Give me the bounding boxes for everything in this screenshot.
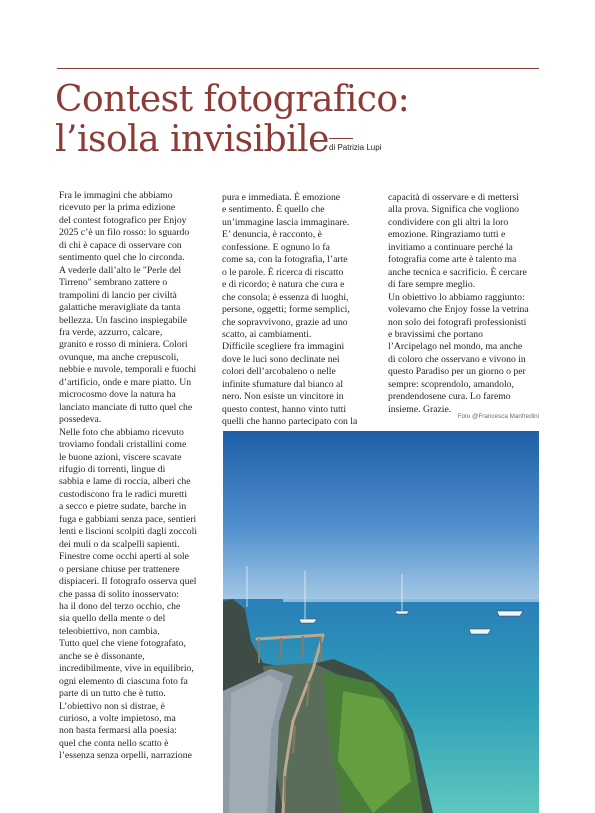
text-line: lanciato manciate di tutto quel che <box>59 401 193 413</box>
text-line: d’artificio, onde e mare piatto. Un <box>59 376 192 388</box>
text-line: di fare sempre meglio. <box>388 279 476 291</box>
text-line: fra verde, azzurro, calcare, <box>59 326 163 338</box>
text-line: ogni elemento di ciascuna foto fa <box>59 675 188 687</box>
text-line: prendendosene cura. Lo faremo <box>388 391 511 403</box>
photo-credit: Foto @Francesca Manfredini <box>457 413 539 420</box>
text-column-3 <box>388 192 540 416</box>
text-line: un’immagine lascia immaginare. <box>222 216 350 228</box>
text-line: rifugio di torrenti, lingue di <box>59 463 166 475</box>
text-line: e sentimento. È quello che <box>222 204 325 216</box>
text-line: quel che conta nello scatto è <box>59 737 169 749</box>
text-line: confessione. E ognuno lo fa <box>222 241 330 253</box>
text-line: ovunque, ma anche crepuscoli, <box>59 351 179 363</box>
text-line: emozione. Ringraziamo tutti e <box>388 229 506 241</box>
text-line: invitiamo a continuare perché la <box>388 241 513 253</box>
text-line: infinite sfumature dal bianco al <box>222 378 344 390</box>
text-line: e bravissimi che portano <box>388 328 483 340</box>
text-line: di chi è capace di osservare con <box>59 239 182 251</box>
text-line: persone, oggetti; forme semplici, <box>222 304 350 316</box>
text-line: le buone azioni, viscere scavate <box>59 451 182 463</box>
text-line: questo Paradiso per un giorno o per <box>388 366 526 378</box>
text-line: granito e rosso di miniera. Colori <box>59 339 188 351</box>
text-line: bellezza. Un fascino inspiegabile <box>59 314 188 326</box>
text-line: a secco e pietre sudate, barche in <box>59 501 187 513</box>
text-line: 2025 c’è un filo rosso: lo sguardo <box>59 227 190 239</box>
text-line: fuga e gabbiani senza pace, sentieri <box>59 513 197 525</box>
text-line: capacità di osservare e di mettersi <box>388 192 519 203</box>
text-line: A vederle dall’alto le "Perle del <box>59 264 182 276</box>
text-line: dispiaceri. Il fotografo osserva quel <box>59 576 197 588</box>
text-column-1 <box>59 190 211 763</box>
text-line: Difficile scegliere fra immagini <box>222 341 345 353</box>
text-line: Fra le immagini che abbiamo <box>59 190 173 201</box>
text-line: scatto, ai cambiamenti. <box>222 328 312 340</box>
text-line: troviamo fondali cristallini come <box>59 439 187 451</box>
text-line: dei muli o da scalpelli sapienti. <box>59 538 180 550</box>
text-line: sentimento quel che lo circonda. <box>59 252 185 264</box>
coastal-photo <box>223 431 539 813</box>
title-line-2: l’isola invisibile <box>55 119 329 160</box>
text-line: lenti e liscioni scolpiti dagli zoccoli <box>59 526 198 538</box>
text-line: come sa, con la fotografia, l’arte <box>222 254 348 266</box>
top-rule <box>57 68 539 69</box>
text-line: Tirreno" sembrano zattere o <box>59 277 168 289</box>
text-line: questo contest, hanno vinto tutti <box>222 403 347 415</box>
text-line: dove le luci sono declinate nei <box>222 353 340 365</box>
text-line: non solo dei fotografi professionisti <box>388 316 527 328</box>
text-line: e di ricordo; è natura che cura e <box>222 279 345 291</box>
byline: di Patrizia Lupi <box>329 143 382 152</box>
text-line: o persiane chiuse per trattenere <box>59 563 180 575</box>
text-line: Tutto quel che viene fotografato, <box>59 638 186 650</box>
text-line: E’ denuncia, è racconto, è <box>222 229 322 241</box>
text-line: sempre: scoprendolo, amandolo, <box>388 378 514 390</box>
text-line: l’Arcipelago nel mondo, ma anche <box>388 341 523 353</box>
text-line: nebbie e nuvole, temporali e fuochi <box>59 364 197 376</box>
text-line: ha il dono del terzo occhio, che <box>59 600 181 612</box>
text-line: colori dell’arcobaleno o nelle <box>222 366 336 378</box>
text-line: nero. Non esiste un vincitore in <box>222 391 344 403</box>
text-line: L’obiettivo non si distrae, è <box>59 700 165 712</box>
text-line: non basta fermarsi alla poesia: <box>59 725 177 737</box>
text-line: che consola; è essenza di luoghi, <box>222 291 349 303</box>
text-line: sia quello della mente o del <box>59 613 166 625</box>
text-line: microcosmo dove la natura ha <box>59 389 176 401</box>
text-line: Nelle foto che abbiamo ricevuto <box>59 426 184 438</box>
text-line: curioso, a volte impietoso, ma <box>59 713 176 725</box>
title-line-1: Contest fotografico: <box>55 79 410 120</box>
text-line: trampolini di lancio per civiltà <box>59 289 177 301</box>
text-line: pura e immediata. È emozione <box>222 192 341 203</box>
text-line: parte di un tutto che è tutto. <box>59 688 166 700</box>
text-line: o le parole. È ricerca di riscatto <box>222 266 344 278</box>
text-line: quelli che hanno partecipato con la <box>222 416 358 428</box>
text-line: insieme. Grazie. <box>388 403 452 415</box>
text-line: alla prova. Significa che vogliono <box>388 204 520 216</box>
text-line: galattiche meravigliate da tanta <box>59 302 181 314</box>
text-line: l’essenza senza orpelli, narrazione <box>59 750 192 762</box>
text-line: di coloro che osservano e vivono in <box>388 353 526 365</box>
text-line: che sopravvivono, grazie ad uno <box>222 316 348 328</box>
text-line: fotografia come arte è talento ma <box>388 254 517 266</box>
text-line: custodiscono fra le radici muretti <box>59 488 188 500</box>
text-line: teleobiettivo, non cambia. <box>59 625 160 637</box>
byline-rule <box>329 138 353 139</box>
text-line: del contest fotografico per Enjoy <box>59 214 187 226</box>
text-line: possedeva. <box>59 414 102 426</box>
text-line: incredibilmente, vive in equilibrio, <box>59 663 194 675</box>
text-column-2 <box>222 192 374 429</box>
text-line: Un obiettivo lo abbiamo raggiunto: <box>388 291 525 303</box>
text-line: anche tecnica e sacrificio. È cercare <box>388 266 527 278</box>
text-line: sabbia e lame di roccia, alberi che <box>59 476 191 488</box>
text-line: ricevuto per la prima edizione <box>59 202 176 214</box>
text-line: anche se è dissonante, <box>59 650 145 662</box>
text-line: che passa di solito inosservato: <box>59 588 179 600</box>
text-line: condividere con gli altri la loro <box>388 216 509 228</box>
text-line: Finestre come occhi aperti al sole <box>59 551 189 563</box>
text-line: volevamo che Enjoy fosse la vetrina <box>388 304 529 316</box>
